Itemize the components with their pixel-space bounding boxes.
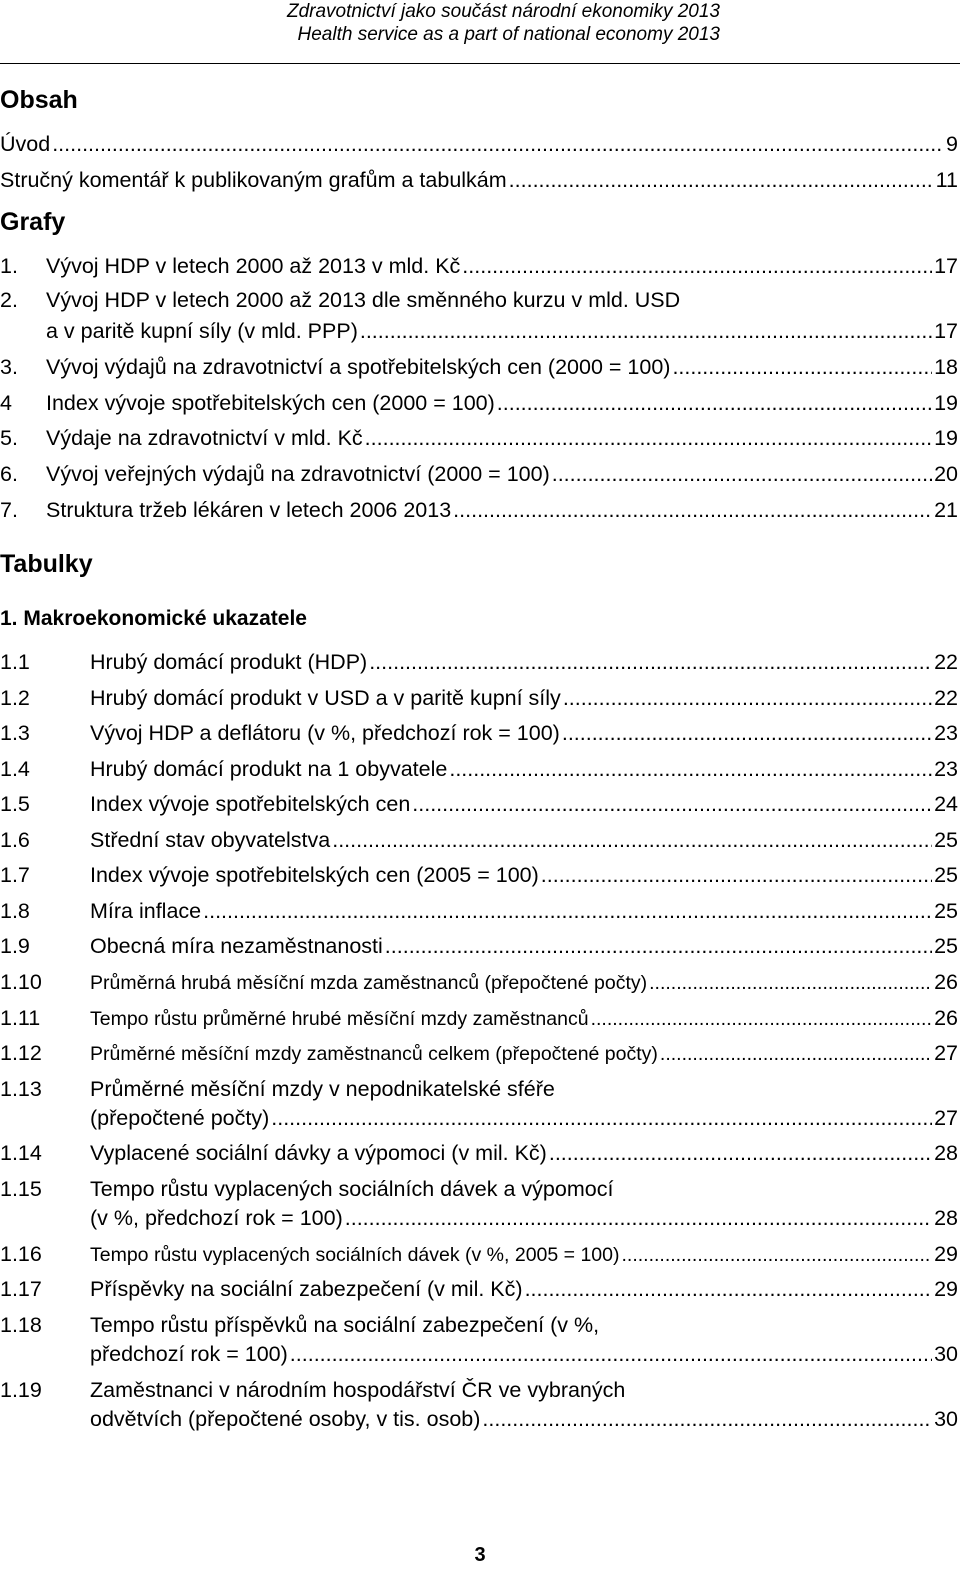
toc-entry-number: 1. (0, 254, 18, 278)
leader-dots (365, 424, 932, 452)
leader-dots (509, 166, 934, 194)
toc-entry-title-continued: předchozí rok = 100) (90, 1342, 288, 1366)
leader-dots (552, 460, 932, 488)
toc-entry-number: 7. (0, 498, 18, 522)
header-rule (0, 63, 960, 64)
toc-entry[interactable] (0, 1039, 958, 1068)
toc-entry[interactable] (0, 897, 958, 925)
toc-entry[interactable] (0, 968, 958, 997)
leader-dots (203, 897, 932, 925)
toc-entry[interactable] (0, 496, 958, 524)
leader-dots (563, 684, 932, 712)
toc-entry-title: Výdaje na zdravotnictví v mld. Kč (46, 426, 363, 450)
leader-dots (549, 1139, 932, 1167)
leader-dots (649, 969, 932, 997)
toc-entry-title: Příspěvky na sociální zabezpečení (v mil. Kč) (90, 1277, 523, 1301)
toc-entry-page: 28 (934, 1206, 958, 1230)
leader-dots (622, 1241, 933, 1269)
leader-dots (369, 648, 932, 676)
toc-entry-number: 2. (0, 288, 18, 312)
toc-entry-title: Vyplacené sociální dávky a výpomoci (v mil. Kč) (90, 1141, 547, 1165)
toc-entry-page: 27 (934, 1041, 958, 1065)
toc-entry-page: 24 (934, 792, 958, 816)
toc-entry-number: 1.17 (0, 1277, 42, 1301)
toc-entry[interactable] (0, 1004, 958, 1033)
leader-dots (672, 353, 932, 381)
toc-entry-number: 1.5 (0, 792, 30, 816)
toc-entry-page: 28 (934, 1141, 958, 1165)
toc-entry-title: Tempo růstu příspěvků na sociální zabezpečení (v %, (90, 1313, 600, 1337)
toc-entry-page: 26 (934, 1006, 958, 1030)
toc-entry-page: 25 (934, 934, 958, 958)
leader-dots (385, 932, 932, 960)
leader-dots (412, 790, 932, 818)
toc-entry[interactable] (0, 1376, 958, 1433)
leader-dots (562, 719, 932, 747)
leader-dots (449, 755, 932, 783)
toc-entry[interactable] (0, 1075, 958, 1132)
toc-entry[interactable] (0, 719, 958, 747)
leader-dots (497, 389, 932, 417)
header-title-en: Health service as a part of national economy 2013 (297, 24, 720, 45)
toc-entry-number: 1.4 (0, 757, 30, 781)
toc-entry-number: 3. (0, 355, 18, 379)
toc-entry-title: Zaměstnanci v národním hospodářství ČR ve vybraných (90, 1378, 626, 1402)
toc-entry-page: 9 (946, 132, 958, 156)
toc-entry-title: Průměrné měsíční mzdy v nepodnikatelské sféře (90, 1077, 555, 1101)
toc-entry-title: Index vývoje spotřebitelských cen (2000 = 100) (46, 391, 495, 415)
toc-entry-title: Průměrná hrubá měsíční mzda zaměstnanců (přepočtené počty) (90, 972, 648, 994)
toc-entry-page: 23 (934, 757, 958, 781)
section-heading-grafy: Grafy (0, 208, 66, 236)
running-header (287, 0, 720, 46)
toc-entry-number: 1.16 (0, 1242, 42, 1266)
toc-entry-title: Hrubý domácí produkt na 1 obyvatele (90, 757, 448, 781)
toc-entry-title: Vývoj výdajů na zdravotnictví a spotřebitelských cen (2000 = 100) (46, 355, 671, 379)
toc-entry[interactable] (0, 861, 958, 889)
toc-entry[interactable] (0, 389, 958, 417)
toc-entry-number: 1.12 (0, 1041, 42, 1065)
toc-entry-title: Struktura tržeb lékáren v letech 2006 2013 (46, 498, 452, 522)
toc-entry-title: Střední stav obyvatelstva (90, 828, 331, 852)
toc-entry-page: 29 (934, 1277, 958, 1301)
leader-dots (591, 1005, 933, 1033)
toc-entry-number: 4 (0, 391, 12, 415)
toc-entry-number: 1.15 (0, 1177, 42, 1201)
toc-entry-page: 30 (934, 1407, 958, 1431)
toc-entry-title: Hrubý domácí produkt v USD a v paritě kupní síly (90, 686, 561, 710)
toc-entry[interactable] (0, 684, 958, 712)
toc-entry-page: 22 (934, 686, 958, 710)
toc-entry-title-continued: a v paritě kupní síly (v mld. PPP) (46, 319, 358, 343)
toc-entry-title: Index vývoje spotřebitelských cen (2005 = 100) (90, 863, 539, 887)
toc-entry-title: Obecná míra nezaměstnanosti (90, 934, 383, 958)
toc-entry-title-continued: odvětvích (přepočtené osoby, v tis. osob) (90, 1407, 481, 1431)
toc-entry-page: 17 (934, 319, 958, 343)
toc-entry-page: 27 (934, 1106, 958, 1130)
toc-entry-page: 17 (934, 254, 958, 278)
toc-entry-title: Tempo růstu průměrné hrubé měsíční mzdy zaměstnanců (90, 1008, 589, 1030)
toc-entry-number: 6. (0, 462, 18, 486)
toc-entry[interactable] (0, 648, 958, 676)
toc-entry-number: 1.8 (0, 899, 30, 923)
toc-entry[interactable] (0, 1240, 958, 1269)
toc-entry-number: 1.11 (0, 1006, 41, 1030)
toc-entry-page: 20 (934, 462, 958, 486)
toc-entry-number: 1.13 (0, 1077, 42, 1101)
leader-dots (345, 1204, 932, 1232)
toc-entry-number: 1.10 (0, 970, 42, 994)
leader-dots (541, 861, 932, 889)
toc-entry-page: 26 (934, 970, 958, 994)
leader-dots (52, 130, 944, 158)
toc-entry-page: 25 (934, 828, 958, 852)
leader-dots (332, 826, 932, 854)
toc-entry-title: Stručný komentář k publikovaným grafům a tabulkám (0, 168, 507, 192)
leader-dots (482, 1405, 932, 1433)
toc-entry-title: Index vývoje spotřebitelských cen (90, 792, 411, 816)
toc-entry-page: 25 (934, 863, 958, 887)
toc-entry[interactable] (0, 166, 958, 194)
toc-entry-number: 1.19 (0, 1378, 42, 1402)
toc-entry[interactable] (0, 424, 958, 452)
toc-entry[interactable] (0, 252, 958, 280)
toc-entry-number: 1.2 (0, 686, 30, 710)
toc-entry[interactable] (0, 286, 958, 345)
leader-dots (462, 252, 932, 280)
toc-entry-number: 1.18 (0, 1313, 42, 1337)
toc-entry-number: 1.9 (0, 934, 30, 958)
toc-entry-title-continued: (přepočtené počty) (90, 1106, 270, 1130)
toc-entry-title: Vývoj HDP v letech 2000 až 2013 dle směnného kurzu v mld. USD (46, 288, 681, 312)
page-number: 3 (474, 1544, 486, 1566)
toc-entry[interactable] (0, 755, 958, 783)
toc-entry-title: Vývoj HDP v letech 2000 až 2013 v mld. Kč (46, 254, 461, 278)
toc-entry[interactable] (0, 932, 958, 960)
toc-entry[interactable] (0, 353, 958, 381)
toc-entry[interactable] (0, 460, 958, 488)
toc-entry-page: 23 (934, 721, 958, 745)
toc-entry[interactable] (0, 1311, 958, 1368)
toc-entry-page: 11 (935, 168, 958, 192)
toc-entry[interactable] (0, 1175, 958, 1232)
toc-entry-title: Tempo růstu vyplacených sociálních dávek a výpomocí (90, 1177, 614, 1201)
toc-entry-page: 30 (934, 1342, 958, 1366)
toc-entry-title: Tempo růstu vyplacených sociálních dávek (v %, 2005 = 100) (90, 1244, 620, 1266)
toc-entry-title: Průměrné měsíční mzdy zaměstnanců celkem (přepočtené počty) (90, 1043, 658, 1065)
toc-entry-page: 25 (934, 899, 958, 923)
toc-entry[interactable] (0, 1275, 958, 1303)
leader-dots (290, 1340, 932, 1368)
toc-entry-page: 19 (934, 426, 958, 450)
toc-entry-number: 1.14 (0, 1141, 42, 1165)
toc-entry-title: Míra inflace (90, 899, 202, 923)
section-heading-tabulky: Tabulky (0, 550, 93, 578)
leader-dots (360, 317, 932, 345)
toc-entry[interactable] (0, 826, 958, 854)
toc-entry[interactable] (0, 1139, 958, 1167)
toc-entry-title: Úvod (0, 132, 51, 156)
toc-entry-number: 1.3 (0, 721, 30, 745)
toc-entry-title: Hrubý domácí produkt (HDP) (90, 650, 368, 674)
leader-dots (271, 1104, 932, 1132)
toc-entry-page: 29 (934, 1242, 958, 1266)
toc-entry-title-continued: (v %, předchozí rok = 100) (90, 1206, 343, 1230)
toc-entry-page: 18 (934, 355, 958, 379)
toc-entry-number: 1.7 (0, 863, 30, 887)
toc-entry-title: Vývoj HDP a deflátoru (v %, předchozí rok = 100) (90, 721, 560, 745)
leader-dots (660, 1040, 932, 1068)
toc-entry-page: 22 (934, 650, 958, 674)
header-title-cz: Zdravotnictví jako součást národní ekonomiky 2013 (286, 1, 720, 22)
toc-entry-number: 1.6 (0, 828, 30, 852)
toc-entry-page: 21 (934, 498, 958, 522)
subsection-heading: 1. Makroekonomické ukazatele (0, 607, 307, 630)
toc-entry-title: Vývoj veřejných výdajů na zdravotnictví (2000 = 100) (46, 462, 550, 486)
toc-entry[interactable] (0, 790, 958, 818)
toc-entry-number: 1.1 (0, 650, 30, 674)
leader-dots (453, 496, 932, 524)
toc-entry-number: 5. (0, 426, 18, 450)
toc-entry-page: 19 (934, 391, 958, 415)
leader-dots (525, 1275, 933, 1303)
contents-title: Obsah (0, 86, 78, 114)
toc-entry[interactable] (0, 130, 958, 158)
